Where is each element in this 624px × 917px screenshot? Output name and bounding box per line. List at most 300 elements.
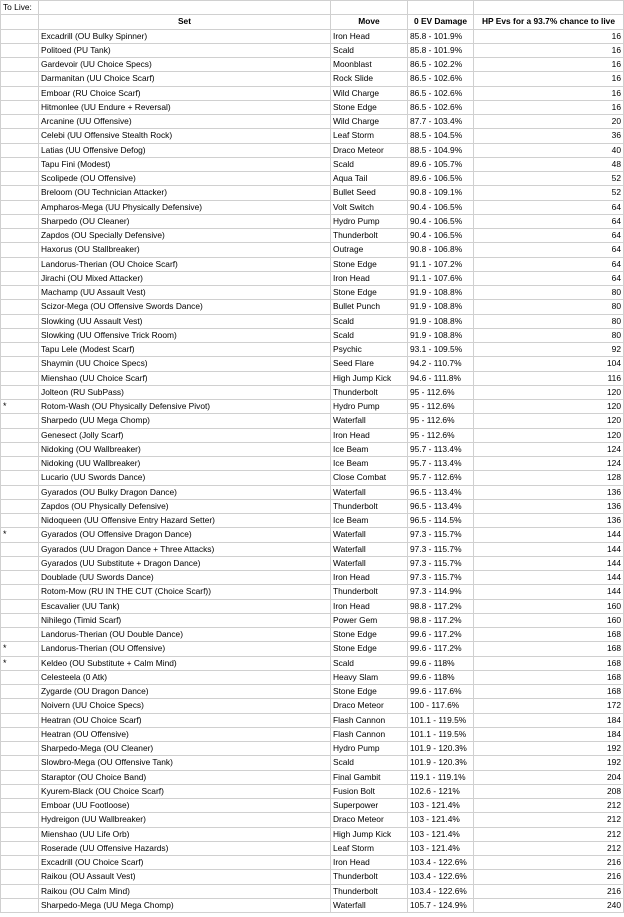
- set-cell[interactable]: Slowbro-Mega (OU Offensive Tank): [39, 756, 331, 770]
- set-cell[interactable]: Mienshao (UU Life Orb): [39, 827, 331, 841]
- move-cell[interactable]: Scald: [331, 314, 408, 328]
- hp-evs-cell[interactable]: 144: [474, 556, 624, 570]
- damage-cell[interactable]: 85.8 - 101.9%: [408, 43, 474, 57]
- mark-cell[interactable]: [1, 371, 39, 385]
- move-cell[interactable]: Ice Beam: [331, 514, 408, 528]
- mark-cell[interactable]: *: [1, 642, 39, 656]
- move-cell[interactable]: Leaf Storm: [331, 129, 408, 143]
- set-cell[interactable]: Kyurem-Black (OU Choice Scarf): [39, 784, 331, 798]
- hp-evs-cell[interactable]: 212: [474, 799, 624, 813]
- hp-evs-cell[interactable]: 52: [474, 172, 624, 186]
- damage-cell[interactable]: 103 - 121.4%: [408, 841, 474, 855]
- hp-evs-cell[interactable]: 16: [474, 29, 624, 43]
- move-cell[interactable]: Hydro Pump: [331, 214, 408, 228]
- set-cell[interactable]: Doublade (UU Swords Dance): [39, 571, 331, 585]
- damage-cell[interactable]: 101.1 - 119.5%: [408, 713, 474, 727]
- damage-cell[interactable]: 103.4 - 122.6%: [408, 856, 474, 870]
- mark-cell[interactable]: [1, 670, 39, 684]
- damage-cell[interactable]: 86.5 - 102.6%: [408, 100, 474, 114]
- mark-cell[interactable]: [1, 514, 39, 528]
- move-cell[interactable]: Bullet Seed: [331, 186, 408, 200]
- move-cell[interactable]: Ice Beam: [331, 442, 408, 456]
- move-cell[interactable]: Stone Edge: [331, 100, 408, 114]
- damage-cell[interactable]: 85.8 - 101.9%: [408, 29, 474, 43]
- hp-evs-cell[interactable]: 124: [474, 457, 624, 471]
- hp-evs-cell[interactable]: 168: [474, 656, 624, 670]
- damage-cell[interactable]: 90.4 - 106.5%: [408, 200, 474, 214]
- set-cell[interactable]: Hitmonlee (UU Endure + Reversal): [39, 100, 331, 114]
- set-cell[interactable]: Latias (UU Offensive Defog): [39, 143, 331, 157]
- set-cell[interactable]: Scolipede (OU Offensive): [39, 172, 331, 186]
- damage-cell[interactable]: 97.3 - 115.7%: [408, 528, 474, 542]
- move-cell[interactable]: Thunderbolt: [331, 870, 408, 884]
- hp-evs-cell[interactable]: 216: [474, 884, 624, 898]
- move-cell[interactable]: Psychic: [331, 343, 408, 357]
- mark-cell[interactable]: [1, 43, 39, 57]
- hp-evs-cell[interactable]: 212: [474, 827, 624, 841]
- hp-evs-cell[interactable]: 64: [474, 200, 624, 214]
- hp-evs-cell[interactable]: 116: [474, 371, 624, 385]
- damage-cell[interactable]: 99.6 - 117.2%: [408, 628, 474, 642]
- mark-cell[interactable]: [1, 898, 39, 912]
- damage-cell[interactable]: 100 - 117.6%: [408, 699, 474, 713]
- move-cell[interactable]: Stone Edge: [331, 628, 408, 642]
- mark-cell[interactable]: [1, 186, 39, 200]
- header-damage[interactable]: 0 EV Damage: [408, 15, 474, 29]
- damage-cell[interactable]: 90.4 - 106.5%: [408, 214, 474, 228]
- mark-cell[interactable]: [1, 756, 39, 770]
- set-cell[interactable]: Raikou (OU Calm Mind): [39, 884, 331, 898]
- move-cell[interactable]: Thunderbolt: [331, 884, 408, 898]
- move-cell[interactable]: Scald: [331, 328, 408, 342]
- move-cell[interactable]: Fusion Bolt: [331, 784, 408, 798]
- damage-cell[interactable]: 89.6 - 106.5%: [408, 172, 474, 186]
- mark-cell[interactable]: [1, 813, 39, 827]
- mark-cell[interactable]: [1, 713, 39, 727]
- mark-cell[interactable]: [1, 143, 39, 157]
- move-cell[interactable]: Thunderbolt: [331, 385, 408, 399]
- move-cell[interactable]: Stone Edge: [331, 685, 408, 699]
- mark-cell[interactable]: [1, 685, 39, 699]
- set-cell[interactable]: Landorus-Therian (OU Choice Scarf): [39, 257, 331, 271]
- move-cell[interactable]: Waterfall: [331, 556, 408, 570]
- set-cell[interactable]: Celesteela (0 Atk): [39, 670, 331, 684]
- move-cell[interactable]: Ice Beam: [331, 457, 408, 471]
- move-cell[interactable]: Flash Cannon: [331, 727, 408, 741]
- hp-evs-cell[interactable]: 16: [474, 58, 624, 72]
- mark-cell[interactable]: [1, 556, 39, 570]
- damage-cell[interactable]: 91.9 - 108.8%: [408, 328, 474, 342]
- move-cell[interactable]: Scald: [331, 43, 408, 57]
- hp-evs-cell[interactable]: 172: [474, 699, 624, 713]
- move-cell[interactable]: Waterfall: [331, 528, 408, 542]
- damage-cell[interactable]: 90.8 - 106.8%: [408, 243, 474, 257]
- move-cell[interactable]: Iron Head: [331, 856, 408, 870]
- mark-cell[interactable]: *: [1, 400, 39, 414]
- damage-cell[interactable]: 95 - 112.6%: [408, 414, 474, 428]
- set-cell[interactable]: Shaymin (UU Choice Specs): [39, 357, 331, 371]
- mark-cell[interactable]: [1, 827, 39, 841]
- mark-cell[interactable]: [1, 542, 39, 556]
- damage-cell[interactable]: 99.6 - 117.2%: [408, 642, 474, 656]
- damage-cell[interactable]: 89.6 - 105.7%: [408, 157, 474, 171]
- move-cell[interactable]: Wild Charge: [331, 86, 408, 100]
- move-cell[interactable]: Thunderbolt: [331, 499, 408, 513]
- mark-cell[interactable]: [1, 699, 39, 713]
- hp-evs-cell[interactable]: 36: [474, 129, 624, 143]
- set-cell[interactable]: Scizor-Mega (OU Offensive Swords Dance): [39, 300, 331, 314]
- mark-cell[interactable]: [1, 613, 39, 627]
- hp-evs-cell[interactable]: 120: [474, 385, 624, 399]
- set-cell[interactable]: Gyarados (OU Offensive Dragon Dance): [39, 528, 331, 542]
- set-cell[interactable]: Keldeo (OU Substitute + Calm Mind): [39, 656, 331, 670]
- set-cell[interactable]: Sharpedo-Mega (UU Mega Chomp): [39, 898, 331, 912]
- damage-cell[interactable]: 98.8 - 117.2%: [408, 613, 474, 627]
- title-cell[interactable]: To Live:: [1, 1, 39, 15]
- mark-cell[interactable]: [1, 599, 39, 613]
- damage-cell[interactable]: 97.3 - 115.7%: [408, 542, 474, 556]
- damage-cell[interactable]: 86.5 - 102.6%: [408, 72, 474, 86]
- move-cell[interactable]: Thunderbolt: [331, 229, 408, 243]
- damage-cell[interactable]: 97.3 - 115.7%: [408, 571, 474, 585]
- set-cell[interactable]: Hydreigon (UU Wallbreaker): [39, 813, 331, 827]
- set-cell[interactable]: Nidoking (OU Wallbreaker): [39, 442, 331, 456]
- mark-cell[interactable]: [1, 385, 39, 399]
- hp-evs-cell[interactable]: 104: [474, 357, 624, 371]
- move-cell[interactable]: Superpower: [331, 799, 408, 813]
- move-cell[interactable]: Hydro Pump: [331, 742, 408, 756]
- hp-evs-cell[interactable]: 212: [474, 813, 624, 827]
- mark-cell[interactable]: [1, 257, 39, 271]
- hp-evs-cell[interactable]: 168: [474, 670, 624, 684]
- set-cell[interactable]: Machamp (UU Assault Vest): [39, 286, 331, 300]
- damage-cell[interactable]: 95 - 112.6%: [408, 385, 474, 399]
- mark-cell[interactable]: [1, 571, 39, 585]
- damage-cell[interactable]: 88.5 - 104.9%: [408, 143, 474, 157]
- hp-evs-cell[interactable]: 208: [474, 784, 624, 798]
- move-cell[interactable]: Waterfall: [331, 898, 408, 912]
- move-cell[interactable]: Thunderbolt: [331, 585, 408, 599]
- damage-cell[interactable]: 103.4 - 122.6%: [408, 870, 474, 884]
- set-cell[interactable]: Mienshao (UU Choice Scarf): [39, 371, 331, 385]
- mark-cell[interactable]: [1, 58, 39, 72]
- move-cell[interactable]: Volt Switch: [331, 200, 408, 214]
- mark-cell[interactable]: [1, 841, 39, 855]
- mark-cell[interactable]: [1, 856, 39, 870]
- set-cell[interactable]: Slowking (UU Offensive Trick Room): [39, 328, 331, 342]
- mark-cell[interactable]: [1, 86, 39, 100]
- damage-cell[interactable]: 101.1 - 119.5%: [408, 727, 474, 741]
- set-cell[interactable]: Zapdos (OU Physically Defensive): [39, 499, 331, 513]
- hp-evs-cell[interactable]: 120: [474, 400, 624, 414]
- mark-cell[interactable]: [1, 799, 39, 813]
- damage-cell[interactable]: 95.7 - 113.4%: [408, 457, 474, 471]
- set-cell[interactable]: Nidoking (UU Wallbreaker): [39, 457, 331, 471]
- move-cell[interactable]: Heavy Slam: [331, 670, 408, 684]
- set-cell[interactable]: Politoed (PU Tank): [39, 43, 331, 57]
- set-cell[interactable]: Celebi (UU Offensive Stealth Rock): [39, 129, 331, 143]
- hp-evs-cell[interactable]: 160: [474, 613, 624, 627]
- move-cell[interactable]: Rock Slide: [331, 72, 408, 86]
- set-cell[interactable]: Zygarde (OU Dragon Dance): [39, 685, 331, 699]
- set-cell[interactable]: Staraptor (OU Choice Band): [39, 770, 331, 784]
- set-cell[interactable]: Gyarados (OU Bulky Dragon Dance): [39, 485, 331, 499]
- hp-evs-cell[interactable]: 92: [474, 343, 624, 357]
- set-cell[interactable]: Gardevoir (UU Choice Specs): [39, 58, 331, 72]
- move-cell[interactable]: Scald: [331, 756, 408, 770]
- damage-cell[interactable]: 91.1 - 107.6%: [408, 271, 474, 285]
- hp-evs-cell[interactable]: 168: [474, 685, 624, 699]
- hp-evs-cell[interactable]: 192: [474, 742, 624, 756]
- move-cell[interactable]: Draco Meteor: [331, 699, 408, 713]
- hp-evs-cell[interactable]: 120: [474, 428, 624, 442]
- mark-cell[interactable]: *: [1, 528, 39, 542]
- damage-cell[interactable]: 119.1 - 119.1%: [408, 770, 474, 784]
- set-cell[interactable]: Lucario (UU Swords Dance): [39, 471, 331, 485]
- damage-cell[interactable]: 95 - 112.6%: [408, 400, 474, 414]
- hp-evs-cell[interactable]: 184: [474, 727, 624, 741]
- damage-cell[interactable]: 99.6 - 118%: [408, 670, 474, 684]
- hp-evs-cell[interactable]: 128: [474, 471, 624, 485]
- hp-evs-cell[interactable]: 136: [474, 514, 624, 528]
- hp-evs-cell[interactable]: 16: [474, 72, 624, 86]
- move-cell[interactable]: High Jump Kick: [331, 827, 408, 841]
- move-cell[interactable]: Waterfall: [331, 542, 408, 556]
- hp-evs-cell[interactable]: 48: [474, 157, 624, 171]
- hp-evs-cell[interactable]: 64: [474, 214, 624, 228]
- hp-evs-cell[interactable]: 52: [474, 186, 624, 200]
- set-cell[interactable]: Excadrill (OU Bulky Spinner): [39, 29, 331, 43]
- hp-evs-cell[interactable]: 40: [474, 143, 624, 157]
- damage-cell[interactable]: 103 - 121.4%: [408, 799, 474, 813]
- move-cell[interactable]: Stone Edge: [331, 642, 408, 656]
- damage-cell[interactable]: 103 - 121.4%: [408, 813, 474, 827]
- damage-cell[interactable]: 91.9 - 108.8%: [408, 300, 474, 314]
- hp-evs-cell[interactable]: 144: [474, 585, 624, 599]
- damage-cell[interactable]: 103 - 121.4%: [408, 827, 474, 841]
- damage-cell[interactable]: 101.9 - 120.3%: [408, 756, 474, 770]
- set-cell[interactable]: Gyarados (UU Dragon Dance + Three Attacks): [39, 542, 331, 556]
- hp-evs-cell[interactable]: 240: [474, 898, 624, 912]
- mark-cell[interactable]: [1, 243, 39, 257]
- mark-cell[interactable]: [1, 229, 39, 243]
- set-cell[interactable]: Nidoqueen (UU Offensive Entry Hazard Setter): [39, 514, 331, 528]
- damage-cell[interactable]: 90.8 - 109.1%: [408, 186, 474, 200]
- hp-evs-cell[interactable]: 160: [474, 599, 624, 613]
- move-cell[interactable]: Waterfall: [331, 414, 408, 428]
- mark-cell[interactable]: [1, 585, 39, 599]
- set-cell[interactable]: Slowking (UU Assault Vest): [39, 314, 331, 328]
- hp-evs-cell[interactable]: 120: [474, 414, 624, 428]
- damage-cell[interactable]: 90.4 - 106.5%: [408, 229, 474, 243]
- hp-evs-cell[interactable]: 80: [474, 300, 624, 314]
- mark-cell[interactable]: [1, 343, 39, 357]
- damage-cell[interactable]: 99.6 - 118%: [408, 656, 474, 670]
- set-cell[interactable]: Sharpedo-Mega (OU Cleaner): [39, 742, 331, 756]
- mark-cell[interactable]: [1, 172, 39, 186]
- mark-cell[interactable]: [1, 457, 39, 471]
- damage-cell[interactable]: 91.1 - 107.2%: [408, 257, 474, 271]
- mark-cell[interactable]: [1, 485, 39, 499]
- damage-cell[interactable]: 95.7 - 112.6%: [408, 471, 474, 485]
- move-cell[interactable]: High Jump Kick: [331, 371, 408, 385]
- move-cell[interactable]: Stone Edge: [331, 257, 408, 271]
- move-cell[interactable]: Iron Head: [331, 571, 408, 585]
- hp-evs-cell[interactable]: 168: [474, 642, 624, 656]
- damage-cell[interactable]: 91.9 - 108.8%: [408, 314, 474, 328]
- set-cell[interactable]: Emboar (RU Choice Scarf): [39, 86, 331, 100]
- hp-evs-cell[interactable]: 216: [474, 856, 624, 870]
- mark-cell[interactable]: [1, 214, 39, 228]
- set-cell[interactable]: Noivern (UU Choice Specs): [39, 699, 331, 713]
- move-cell[interactable]: Seed Flare: [331, 357, 408, 371]
- damage-cell[interactable]: 99.6 - 117.6%: [408, 685, 474, 699]
- header-move[interactable]: Move: [331, 15, 408, 29]
- move-cell[interactable]: Bullet Punch: [331, 300, 408, 314]
- set-cell[interactable]: Sharpedo (OU Cleaner): [39, 214, 331, 228]
- mark-cell[interactable]: [1, 884, 39, 898]
- move-cell[interactable]: Stone Edge: [331, 286, 408, 300]
- damage-cell[interactable]: 97.3 - 115.7%: [408, 556, 474, 570]
- move-cell[interactable]: Draco Meteor: [331, 143, 408, 157]
- damage-cell[interactable]: 91.9 - 108.8%: [408, 286, 474, 300]
- hp-evs-cell[interactable]: 20: [474, 115, 624, 129]
- set-cell[interactable]: Excadrill (OU Choice Scarf): [39, 856, 331, 870]
- damage-cell[interactable]: 87.7 - 103.4%: [408, 115, 474, 129]
- mark-cell[interactable]: [1, 471, 39, 485]
- move-cell[interactable]: Moonblast: [331, 58, 408, 72]
- move-cell[interactable]: Iron Head: [331, 599, 408, 613]
- mark-cell[interactable]: [1, 100, 39, 114]
- set-cell[interactable]: Gyarados (UU Substitute + Dragon Dance): [39, 556, 331, 570]
- set-cell[interactable]: Landorus-Therian (OU Double Dance): [39, 628, 331, 642]
- set-cell[interactable]: Landorus-Therian (OU Offensive): [39, 642, 331, 656]
- damage-cell[interactable]: 95 - 112.6%: [408, 428, 474, 442]
- hp-evs-cell[interactable]: 204: [474, 770, 624, 784]
- set-cell[interactable]: Ampharos-Mega (UU Physically Defensive): [39, 200, 331, 214]
- damage-cell[interactable]: 105.7 - 124.9%: [408, 898, 474, 912]
- move-cell[interactable]: Wild Charge: [331, 115, 408, 129]
- set-cell[interactable]: Sharpedo (UU Mega Chomp): [39, 414, 331, 428]
- move-cell[interactable]: Scald: [331, 157, 408, 171]
- mark-cell[interactable]: [1, 300, 39, 314]
- damage-cell[interactable]: 103.4 - 122.6%: [408, 884, 474, 898]
- header-hp-evs[interactable]: HP Evs for a 93.7% chance to live: [474, 15, 624, 29]
- damage-cell[interactable]: 86.5 - 102.2%: [408, 58, 474, 72]
- mark-cell[interactable]: [1, 157, 39, 171]
- hp-evs-cell[interactable]: 212: [474, 841, 624, 855]
- mark-cell[interactable]: [1, 742, 39, 756]
- hp-evs-cell[interactable]: 64: [474, 229, 624, 243]
- move-cell[interactable]: Flash Cannon: [331, 713, 408, 727]
- mark-cell[interactable]: [1, 784, 39, 798]
- set-cell[interactable]: Raikou (OU Assault Vest): [39, 870, 331, 884]
- move-cell[interactable]: Leaf Storm: [331, 841, 408, 855]
- hp-evs-cell[interactable]: 184: [474, 713, 624, 727]
- move-cell[interactable]: Waterfall: [331, 485, 408, 499]
- move-cell[interactable]: Final Gambit: [331, 770, 408, 784]
- hp-evs-cell[interactable]: 64: [474, 257, 624, 271]
- mark-cell[interactable]: [1, 286, 39, 300]
- hp-evs-cell[interactable]: 64: [474, 271, 624, 285]
- move-cell[interactable]: Close Combat: [331, 471, 408, 485]
- damage-cell[interactable]: 101.9 - 120.3%: [408, 742, 474, 756]
- set-cell[interactable]: Heatran (OU Choice Scarf): [39, 713, 331, 727]
- move-cell[interactable]: Power Gem: [331, 613, 408, 627]
- hp-evs-cell[interactable]: 64: [474, 243, 624, 257]
- set-cell[interactable]: Jirachi (OU Mixed Attacker): [39, 271, 331, 285]
- damage-cell[interactable]: 97.3 - 114.9%: [408, 585, 474, 599]
- hp-evs-cell[interactable]: 144: [474, 528, 624, 542]
- damage-cell[interactable]: 88.5 - 104.5%: [408, 129, 474, 143]
- mark-cell[interactable]: [1, 314, 39, 328]
- mark-cell[interactable]: [1, 727, 39, 741]
- mark-cell[interactable]: [1, 442, 39, 456]
- hp-evs-cell[interactable]: 192: [474, 756, 624, 770]
- damage-cell[interactable]: 93.1 - 109.5%: [408, 343, 474, 357]
- set-cell[interactable]: Darmanitan (UU Choice Scarf): [39, 72, 331, 86]
- set-cell[interactable]: Emboar (UU Footloose): [39, 799, 331, 813]
- hp-evs-cell[interactable]: 16: [474, 100, 624, 114]
- move-cell[interactable]: Outrage: [331, 243, 408, 257]
- damage-cell[interactable]: 96.5 - 113.4%: [408, 499, 474, 513]
- hp-evs-cell[interactable]: 136: [474, 499, 624, 513]
- set-cell[interactable]: Escavalier (UU Tank): [39, 599, 331, 613]
- set-cell[interactable]: Breloom (OU Technician Attacker): [39, 186, 331, 200]
- mark-cell[interactable]: [1, 72, 39, 86]
- hp-evs-cell[interactable]: 136: [474, 485, 624, 499]
- move-cell[interactable]: Hydro Pump: [331, 400, 408, 414]
- mark-cell[interactable]: [1, 200, 39, 214]
- mark-cell[interactable]: [1, 271, 39, 285]
- hp-evs-cell[interactable]: 16: [474, 86, 624, 100]
- hp-evs-cell[interactable]: 16: [474, 43, 624, 57]
- mark-cell[interactable]: [1, 428, 39, 442]
- damage-cell[interactable]: 94.6 - 111.8%: [408, 371, 474, 385]
- move-cell[interactable]: Aqua Tail: [331, 172, 408, 186]
- move-cell[interactable]: Iron Head: [331, 271, 408, 285]
- hp-evs-cell[interactable]: 216: [474, 870, 624, 884]
- move-cell[interactable]: Iron Head: [331, 29, 408, 43]
- hp-evs-cell[interactable]: 144: [474, 571, 624, 585]
- set-cell[interactable]: Tapu Lele (Modest Scarf): [39, 343, 331, 357]
- set-cell[interactable]: Rotom-Mow (RU IN THE CUT (Choice Scarf)): [39, 585, 331, 599]
- hp-evs-cell[interactable]: 80: [474, 328, 624, 342]
- set-cell[interactable]: Tapu Fini (Modest): [39, 157, 331, 171]
- damage-cell[interactable]: 98.8 - 117.2%: [408, 599, 474, 613]
- damage-cell[interactable]: 94.2 - 110.7%: [408, 357, 474, 371]
- mark-cell[interactable]: [1, 628, 39, 642]
- set-cell[interactable]: Genesect (Jolly Scarf): [39, 428, 331, 442]
- set-cell[interactable]: Jolteon (RU SubPass): [39, 385, 331, 399]
- hp-evs-cell[interactable]: 144: [474, 542, 624, 556]
- set-cell[interactable]: Rotom-Wash (OU Physically Defensive Pivot): [39, 400, 331, 414]
- mark-cell[interactable]: *: [1, 656, 39, 670]
- set-cell[interactable]: Arcanine (UU Offensive): [39, 115, 331, 129]
- damage-cell[interactable]: 102.6 - 121%: [408, 784, 474, 798]
- damage-cell[interactable]: 86.5 - 102.6%: [408, 86, 474, 100]
- damage-cell[interactable]: 96.5 - 113.4%: [408, 485, 474, 499]
- move-cell[interactable]: Iron Head: [331, 428, 408, 442]
- mark-cell[interactable]: [1, 129, 39, 143]
- set-cell[interactable]: Zapdos (OU Specially Defensive): [39, 229, 331, 243]
- mark-cell[interactable]: [1, 870, 39, 884]
- hp-evs-cell[interactable]: 80: [474, 314, 624, 328]
- damage-cell[interactable]: 95.7 - 113.4%: [408, 442, 474, 456]
- move-cell[interactable]: Scald: [331, 656, 408, 670]
- hp-evs-cell[interactable]: 124: [474, 442, 624, 456]
- damage-cell[interactable]: 96.5 - 114.5%: [408, 514, 474, 528]
